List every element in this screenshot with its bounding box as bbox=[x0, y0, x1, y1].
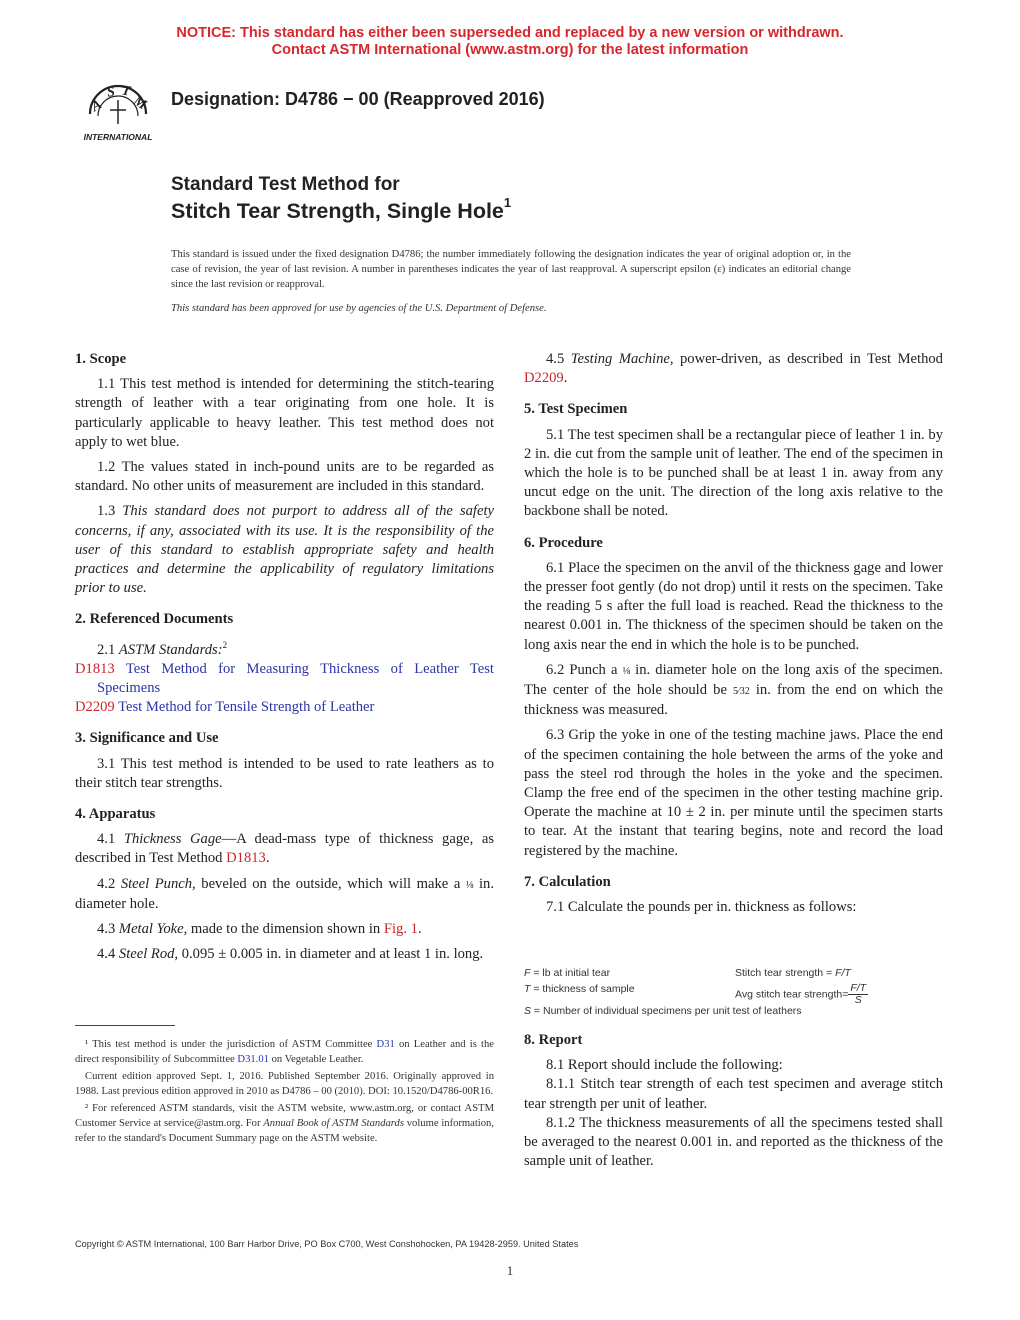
apparatus-4-2: 4.2 Steel Punch, beveled on the outside, which will make a ⅛ in. diameter hole. bbox=[75, 875, 494, 912]
footnote-1: ¹ This test method is under the jurisdiction of ASTM Committee D31 on Leather and is the direct responsibility of Subcommittee D31.01 on Vegetable Leather. bbox=[75, 1039, 494, 1065]
calculation-7-1: 7.1 Calculate the pounds per in. thickness as follows: bbox=[546, 899, 857, 916]
page-number: 1 bbox=[506, 1263, 514, 1278]
svg-text:A: A bbox=[89, 97, 105, 115]
apparatus-4-5: 4.5 Testing Machine, power-driven, as described in Test Method D2209. bbox=[524, 351, 943, 387]
section-significance-heading: 3. Significance and Use bbox=[75, 730, 219, 747]
ref-d1813-title[interactable]: Test Method for Measuring Thickness of Leather Test Specimens bbox=[97, 660, 494, 696]
preamble bbox=[171, 247, 851, 325]
ref-d1813[interactable] bbox=[75, 660, 494, 698]
apparatus-4-3: 4.3 Metal Yoke, made to the dimension shown in Fig. 1. bbox=[97, 920, 422, 937]
report-8-1-2: 8.1.2 The thickness measurements of all the specimens tested shall be averaged to the nearest 0.001 in. and reported as the thickness of the sample unit of leather. bbox=[524, 1114, 943, 1170]
report-8-1-1: 8.1.1 Stitch tear strength of each test specimen and average stitch tear strength per unit of leather. bbox=[524, 1076, 943, 1112]
section-specimen-heading: 5. Test Specimen bbox=[524, 401, 628, 418]
refdocs-2-1: 2.1 ASTM Standards:$^2$ bbox=[97, 639, 228, 658]
section-refdocs-heading: 2. Referenced Documents bbox=[75, 611, 234, 628]
def-t: T = thickness of sample bbox=[524, 983, 635, 995]
designation: Designation: D4786 − 00 (Reapproved 2016) bbox=[171, 89, 545, 109]
svg-text:T: T bbox=[120, 83, 132, 100]
procedure-6-1: 6.1 Place the specimen on the anvil of the thickness gage and lower the presser foot gently (do not drop) until it rests on the specimen. Take the reading 5 s after the full load is reached. Read the thickness to the nearest 0.001 in. The thickness of the specimen should be taken on the long axis near the end in which the hole is to be punched. bbox=[524, 559, 943, 653]
specimen-5-1: 5.1 The test specimen shall be a rectangular piece of leather 1 in. by 2 in. die cut from the sample unit of leather. The end of the specimen in which the hole is to be punched shall be at least 1 in. away from any uncut edge on the unit. The direction of the long axis relative to the backbone shall be noted. bbox=[524, 426, 943, 520]
footnote-1-edition: Current edition approved Sept. 1, 2016. Published September 2016. Originally approved in 1988. Last previous edition approved in 2010 as D4786 – 00 (2010). DOI: 10.1520/D4786-00R16. bbox=[75, 1071, 494, 1097]
notice-line-1: NOTICE: This standard has either been superseded and replaced by a new version or withdrawn. bbox=[176, 25, 844, 41]
footnote-rule bbox=[75, 1025, 175, 1026]
logo-subtext: INTERNATIONAL bbox=[83, 132, 153, 142]
link-fig-1[interactable]: Fig. 1 bbox=[383, 920, 418, 937]
footnotes bbox=[75, 1037, 494, 1148]
ref-d2209[interactable] bbox=[75, 698, 494, 717]
preamble-issuance: This standard is issued under the fixed designation D4786; the number immediately following the designation indicates the year of original adoption or, in the case of revision, the year of last revision. A number in parentheses indicates the year of last reapproval. A superscript epsilon (ε) indicates an editorial change since the last revision or reapproval. bbox=[171, 249, 851, 290]
report-section bbox=[524, 1031, 943, 1177]
link-d1813[interactable]: D1813 bbox=[226, 850, 266, 867]
apparatus-4-4: 4.4 Steel Rod, 0.095 ± 0.005 in. in diameter and at least 1 in. long. bbox=[97, 946, 484, 963]
link-committee-d31[interactable]: D31 bbox=[376, 1039, 395, 1050]
def-f: F = lb at initial tear bbox=[524, 967, 611, 979]
right-column bbox=[524, 350, 943, 923]
def-s: S = Number of individual specimens per unit test of leathers bbox=[524, 1005, 802, 1017]
title-line-1: Standard Test Method for bbox=[171, 174, 400, 195]
scope-1-3: 1.3 This standard does not purport to address all of the safety concerns, if any, associated with its use. It is the responsibility of the user of this standard to establish appropriate safety and health practices and determine the applicability of regulatory limitations prior to use. bbox=[75, 503, 494, 597]
procedure-6-3: 6.3 Grip the yoke in one of the testing machine jaws. Place the end of the specimen containing the hole between the arms of the yoke and pass the steel rod through the holes in the yoke and the specimen. Clamp the free end of the specimen in the other testing machine grip. Operate the machine at 10 ± 2 in. per minute until the specimen starts to tear. At the instant that tearing begins, note and record the load registered by the machine. bbox=[524, 727, 943, 859]
copyright: Copyright © ASTM International, 100 Barr Harbor Drive, PO Box C700, West Conshohocken, PA 19428-2959. United States bbox=[75, 1239, 579, 1249]
svg-text:M: M bbox=[130, 93, 149, 114]
section-procedure-heading: 6. Procedure bbox=[524, 534, 603, 551]
svg-text:S: S bbox=[105, 84, 117, 101]
title-footnote-mark: 1 bbox=[503, 195, 512, 210]
ref-d1813-code[interactable]: D1813 bbox=[75, 660, 115, 677]
section-apparatus-heading: 4. Apparatus bbox=[75, 805, 156, 822]
left-column bbox=[75, 350, 494, 970]
section-scope-heading: 1. Scope bbox=[75, 351, 127, 367]
section-report-heading: 8. Report bbox=[524, 1032, 583, 1048]
section-calculation-heading: 7. Calculation bbox=[524, 873, 611, 890]
significance-3-1: 3.1 This test method is intended to be used to rate leathers as to their stitch tear strengths. bbox=[75, 755, 494, 791]
report-8-1: 8.1 Report should include the following: bbox=[546, 1057, 783, 1074]
notice-line-2: Contact ASTM International (www.astm.org) for the latest information bbox=[271, 42, 749, 58]
eq-avg-stitch-tear: Avg stitch tear strength= $\frac{F/T}{S}$ bbox=[735, 982, 867, 1006]
astm-logo bbox=[74, 74, 162, 146]
link-subcommittee-d31-01[interactable]: D31.01 bbox=[237, 1054, 269, 1065]
link-d2209[interactable]: D2209 bbox=[524, 370, 564, 387]
eq-stitch-tear: Stitch tear strength = F/T bbox=[735, 967, 851, 979]
title-line-2: Stitch Tear Strength, Single Hole$^1$ bbox=[171, 195, 512, 224]
scope-1-2: 1.2 The values stated in inch-pound units are to be regarded as standard. No other units of measurement are included in this standard. bbox=[75, 459, 494, 495]
ref-d2209-code[interactable]: D2209 bbox=[75, 699, 115, 716]
apparatus-4-1: 4.1 Thickness Gage—A dead-mass type of thickness gage, as described in Test Method D1813. bbox=[75, 831, 494, 867]
scope-1-1: 1.1 This test method is intended for determining the stitch-tearing strength of leather with a tear originating from one hole. It is particularly applicable to heavy leather. This test method does not apply to wet blue. bbox=[75, 376, 494, 450]
preamble-dod: This standard has been approved for use by agencies of the U.S. Department of Defense. bbox=[171, 303, 547, 314]
ref-d2209-title[interactable]: Test Method for Tensile Strength of Leather bbox=[118, 699, 375, 716]
footnote-2: ² For referenced ASTM standards, visit the ASTM website, www.astm.org, or contact ASTM Customer Service at service@astm.org. For Annual Book of ASTM Standards volume information, refer to the standard's Document Summary page on the ASTM website. bbox=[75, 1103, 494, 1144]
procedure-6-2: 6.2 Punch a ⅛ in. diameter hole on the long axis of the specimen. The center of the hole should be 5⁄32 in. from the end on which the thickness was measured. bbox=[524, 661, 944, 719]
supersede-notice bbox=[0, 25, 1020, 59]
